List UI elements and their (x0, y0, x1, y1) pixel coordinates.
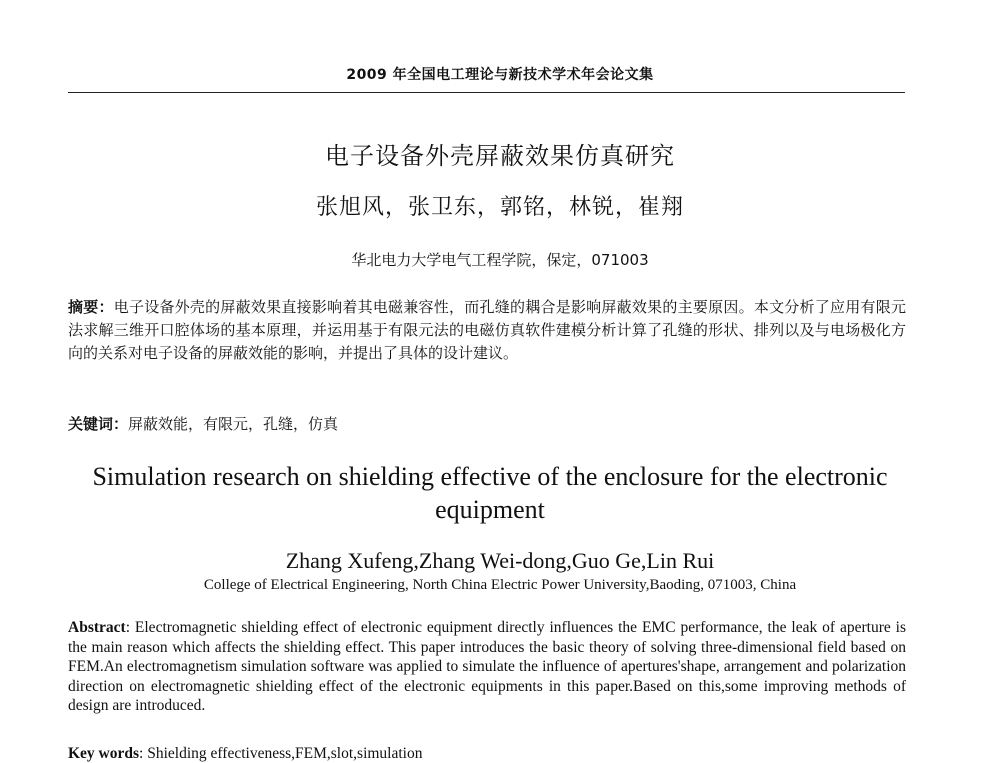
chinese-abstract-text: 电子设备外壳的屏蔽效果直接影响着其电磁兼容性，而孔缝的耦合是影响屏蔽效果的主要原因。本文分析了应用有限元法求解三维开口腔体场的基本原理，并运用基于有限元法的电磁仿真软件建模分析计算了孔缝的形状、排列以及与电场极化方向的关系对电子设备的屏蔽效能的影响，并提出了具体的设计建议。 (68, 298, 906, 362)
running-head: 2009 年全国电工理论与新技术学术年会论文集 (346, 67, 654, 83)
english-abstract (68, 618, 906, 716)
chinese-affiliation: 华北电力大学电气工程学院，保定，071003 (351, 251, 649, 269)
header-rule (68, 92, 905, 93)
chinese-abstract (68, 296, 906, 365)
chinese-title: 电子设备外壳屏蔽效果仿真研究 (325, 142, 675, 170)
english-keywords (68, 745, 906, 763)
chinese-authors: 张旭风，张卫东，郭铭，林锐，崔翔 (315, 195, 684, 220)
chinese-keywords (68, 413, 906, 434)
chinese-abstract-label: 摘要： (68, 298, 114, 316)
english-affiliation: College of Electrical Engineering, North China Electric Power University,Baoding, 071003, China (203, 577, 797, 593)
english-abstract-text: : Electromagnetic shielding effect of electronic equipment directly influences the EMC performance, the leak of aperture is the main reason which affects the shielding effect. This paper introduces the basic theory of solving three-dimensional field based on FEM.An electromagnetism simulation software was applied to simulate the influence of apertures'shape, arrangement and polarization direction on electromagnetic shielding effect of the electronic equipments in this paper.Based on this,some improving methods of design are introduced. (68, 619, 906, 714)
english-keywords-label: Key words (68, 745, 140, 762)
chinese-keywords-text: 屏蔽效能，有限元，孔缝，仿真 (128, 415, 339, 433)
chinese-keywords-label: 关键词： (68, 415, 129, 433)
english-keywords-text: : Shielding effectiveness,FEM,slot,simulation (139, 745, 423, 762)
english-abstract-label: Abstract (68, 619, 126, 636)
english-title: Simulation research on shielding effective of the enclosure for the electronic equipment (92, 462, 888, 524)
english-authors: Zhang Xufeng,Zhang Wei-dong,Guo Ge,Lin Rui (285, 548, 715, 573)
